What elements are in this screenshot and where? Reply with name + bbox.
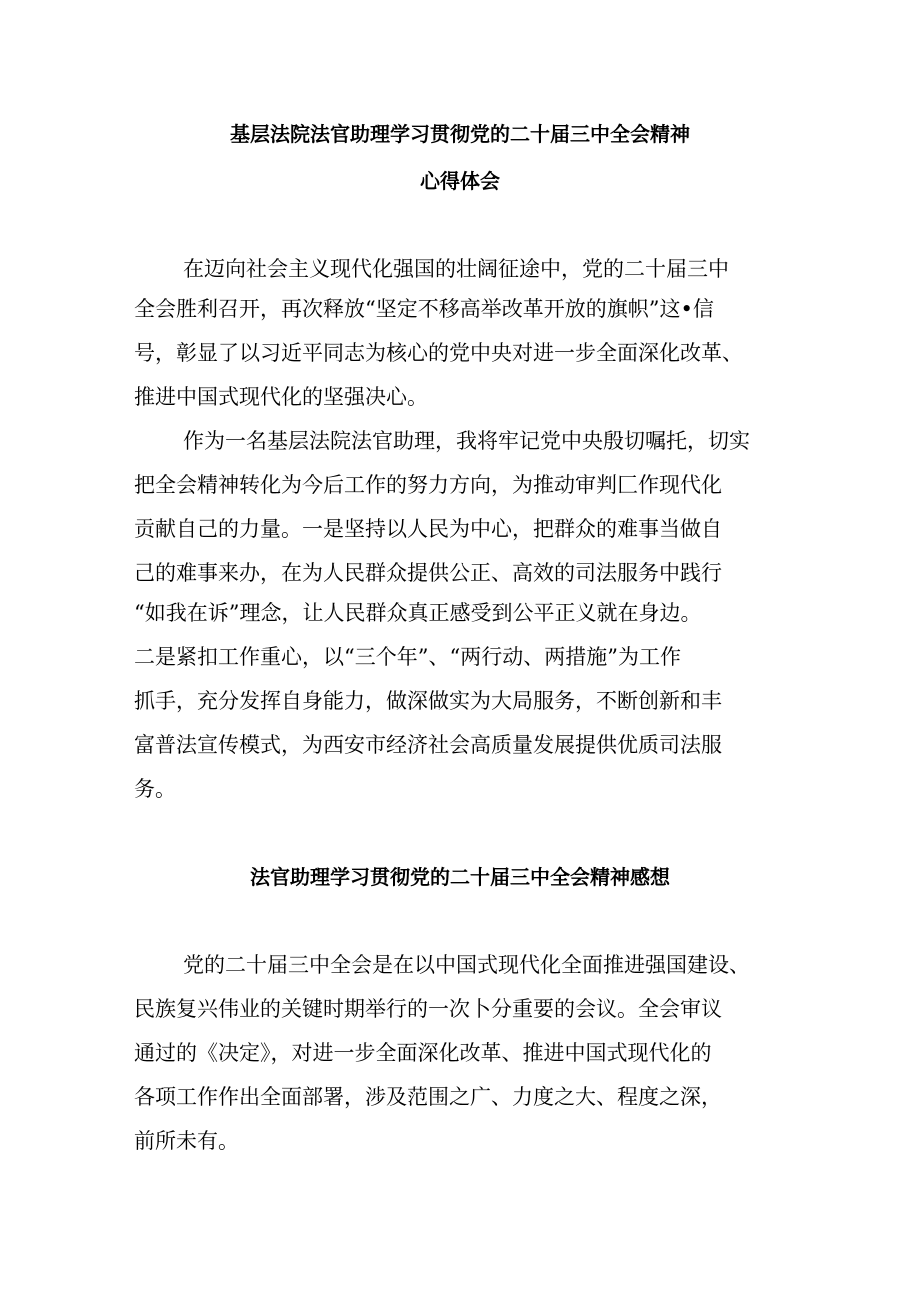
paragraph-line: 号，彰显了以习近平同志为核心的党中央对进一步全面深化改革、: [134, 341, 743, 365]
paragraph-line: 贡献自己的力量。一是坚持以人民为中心，把群众的难事当做自: [134, 517, 722, 541]
paragraph-line: 富普法宣传模式，为西安市经济社会高质量发展提供优质司法服: [134, 733, 722, 757]
paragraph-line: 民族复兴伟业的关键时期举行的一次卜分重要的会议。全会审议: [134, 997, 722, 1021]
paragraph-line: 全会胜利召开，再次释放“坚定不移高举改革开放的旗帜”这•信: [134, 297, 714, 321]
paragraph-line: 各项工作作出全面部署，涉及范围之广、力度之大、程度之深，: [134, 1085, 722, 1109]
title-1-line-1: 基层法院法官助理学习贯彻党的二十届三中全会精神: [230, 122, 690, 146]
title-1-line-2: 心得体会: [420, 169, 500, 193]
paragraph-line: “如我在诉”理念，让人民群众真正感受到公平正义就在身边。: [134, 601, 702, 625]
paragraph-line: 己的难事来办，在为人民群众提供公正、高效的司法服务中践行: [134, 561, 722, 585]
paragraph-line: 把全会精神转化为今后工作的努力方向，为推动审判匚作现代化: [134, 473, 722, 497]
paragraph-line: 务。: [134, 777, 176, 801]
paragraph-line: 前所未有。: [134, 1129, 239, 1153]
paragraph-line: 二是紧扣工作重心，以“三个年”、“两行动、两措施”为工作: [134, 645, 681, 669]
paragraph-line: 党的二十届三中全会是在以中国式现代化全面推进强国建设、: [183, 953, 750, 977]
paragraph-line: 推进中国式现代化的坚强决心。: [134, 385, 428, 409]
paragraph-line: 抓手，充分发挥自身能力，做深做实为大局服务，不断创新和丰: [134, 689, 722, 713]
paragraph-line: 作为一名基层法院法官助理，我将牢记党中央殷切嘱托，切实: [183, 429, 750, 453]
paragraph-line: 在迈向社会主义现代化强国的壮阔征途中，党的二十届三中: [183, 257, 729, 281]
title-2: 法官助理学习贯彻党的二十届三中全会精神感想: [250, 865, 670, 889]
paragraph-line: 通过的《决定》，对进一步全面深化改革、推进中国式现代化的: [134, 1041, 712, 1065]
